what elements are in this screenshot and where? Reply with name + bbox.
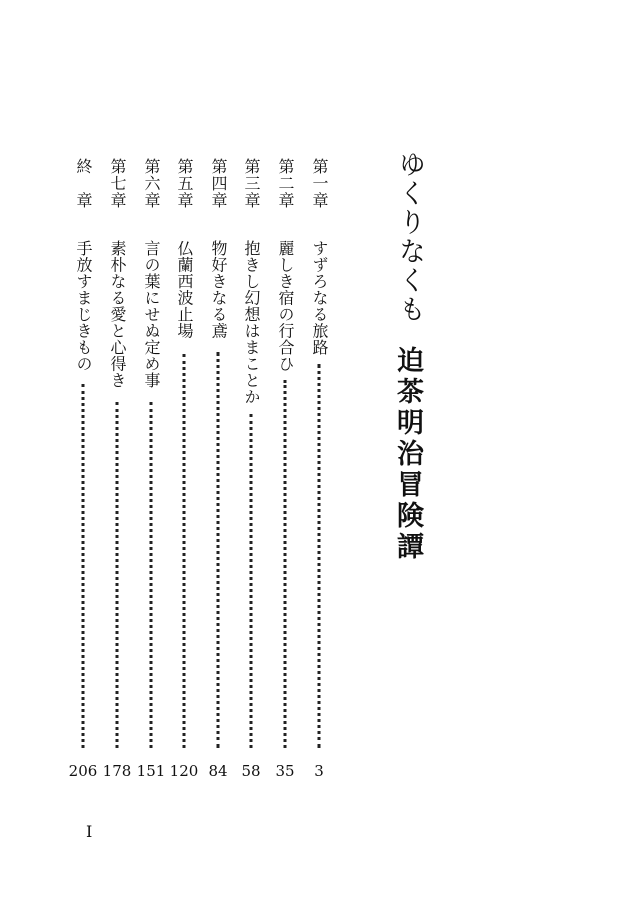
chapter-title: 物好きなる鳶 — [209, 240, 228, 339]
page-number: 120 — [169, 762, 199, 780]
toc-entry-1[interactable] — [304, 158, 334, 780]
chapter-label: 第三章 — [242, 158, 261, 209]
toc-entry-8[interactable] — [68, 158, 98, 780]
page-folio: I — [86, 822, 93, 841]
chapter-title: すずろなる旅路 — [310, 240, 329, 356]
chapter-label: 第一章 — [310, 158, 329, 209]
chapter-label: 第五章 — [175, 158, 194, 209]
page-number: 151 — [136, 762, 166, 780]
chapter-title: 麗しき宿の行合ひ — [276, 240, 295, 372]
chapter-label: 第六章 — [142, 158, 161, 209]
dot-leader — [318, 364, 321, 748]
toc-entry-5[interactable] — [169, 158, 199, 780]
page-number: 178 — [102, 762, 132, 780]
dot-leader — [250, 414, 253, 748]
toc-entry-2[interactable] — [270, 158, 300, 780]
chapter-title: 素朴なる愛と心得き — [108, 240, 127, 389]
chapter-label: 第七章 — [108, 158, 127, 209]
page-number: 35 — [275, 762, 295, 780]
chapter-title: 手放すまじきもの — [74, 240, 93, 372]
chapter-label: 終 章 — [74, 158, 93, 209]
toc-entry-4[interactable] — [203, 158, 233, 780]
chapter-label: 第二章 — [276, 158, 295, 209]
chapter-title: 抱きし幻想はまことか — [242, 240, 261, 405]
chapter-title: 仏蘭西波止場 — [175, 240, 194, 339]
dot-leader — [82, 384, 85, 748]
dot-leader — [116, 402, 119, 748]
dot-leader — [217, 352, 220, 748]
toc-entry-3[interactable] — [236, 158, 266, 780]
page-number: 84 — [208, 762, 228, 780]
book-title: ゆくりなくも — [394, 150, 425, 324]
page-number: 206 — [68, 762, 98, 780]
toc-entry-7[interactable] — [102, 158, 132, 780]
dot-leader — [284, 380, 287, 748]
chapter-title: 言の葉にせぬ定め事 — [142, 240, 161, 389]
page-number: 3 — [314, 762, 324, 780]
dot-leader — [150, 402, 153, 748]
dot-leader — [183, 354, 186, 748]
chapter-label: 第四章 — [209, 158, 228, 209]
toc-entry-6[interactable] — [136, 158, 166, 780]
page-number: 58 — [241, 762, 261, 780]
book-subtitle: 迫茶明治冒険譚 — [392, 346, 423, 563]
